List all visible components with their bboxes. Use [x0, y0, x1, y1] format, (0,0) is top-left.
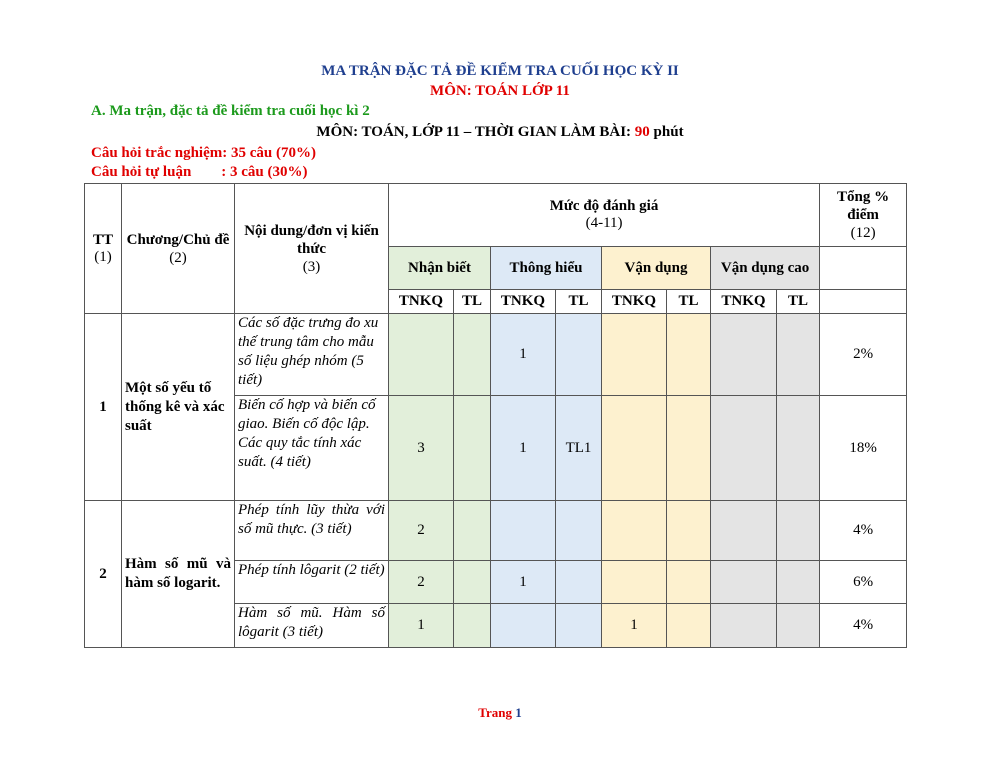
- page-footer: [0, 705, 1000, 721]
- th-tl-cell: [556, 561, 602, 604]
- chapter-header-label: Chương/Chủ đề: [126, 231, 230, 248]
- mcq-count-line: Câu hỏi trắc nghiệm: 35 câu (70%): [91, 145, 316, 161]
- vdc-tl-cell: [777, 561, 820, 604]
- assessment-matrix-table: [84, 183, 907, 648]
- content-header-label: Nội dung/đơn vị kiến thức: [244, 222, 379, 257]
- total-header-blank-2: [820, 290, 907, 314]
- vdc-tl-cell: [777, 396, 820, 501]
- th-tl-cell: [556, 314, 602, 396]
- vdc-tnkq-header: TNKQ: [711, 290, 777, 314]
- th-tnkq-cell: 1: [491, 314, 556, 396]
- tt-header-label: TT: [92, 231, 113, 248]
- vdc-tnkq-cell: [711, 396, 777, 501]
- row-tt: 2: [85, 501, 122, 648]
- table-row: [85, 314, 907, 396]
- vdc-tnkq-cell: [711, 561, 777, 604]
- topic-cell: Hàm số mũ và hàm số logarit.: [122, 501, 235, 648]
- th-tl-cell: [556, 501, 602, 561]
- unit-cell: Biến cố hợp và biến cố giao. Biến cố độc lập. Các quy tắc tính xác suất. (4 tiết): [235, 396, 389, 501]
- nb-tnkq-cell: [389, 314, 454, 396]
- vd-tnkq-cell: [602, 561, 667, 604]
- vdc-tl-cell: [777, 314, 820, 396]
- vd-tl-cell: [667, 396, 711, 501]
- topic-cell: Một số yếu tố thống kê và xác suất: [122, 314, 235, 501]
- vdc-tl-cell: [777, 501, 820, 561]
- nb-tnkq-cell: 1: [389, 604, 454, 648]
- nb-tl-cell: [454, 314, 491, 396]
- nb-tl-cell: [454, 396, 491, 501]
- th-tl-header: TL: [556, 290, 602, 314]
- vdc-tnkq-cell: [711, 501, 777, 561]
- th-tnkq-cell: [491, 604, 556, 648]
- vd-tnkq-cell: [602, 314, 667, 396]
- unit-cell: Hàm số mũ. Hàm số lôgarit (3 tiết): [235, 604, 389, 648]
- unit-cell: Phép tính lôgarit (2 tiết): [235, 561, 389, 604]
- nb-tl-cell: [454, 604, 491, 648]
- vd-tl-header: TL: [667, 290, 711, 314]
- vd-tnkq-cell: [602, 396, 667, 501]
- total-header-num: (12): [850, 225, 876, 241]
- total-header-blank: [820, 247, 907, 290]
- row-tt: 1: [85, 314, 122, 501]
- vd-tl-cell: [667, 314, 711, 396]
- page-number: 1: [515, 705, 522, 720]
- page-label: Trang: [478, 705, 512, 720]
- th-tl-cell: [556, 604, 602, 648]
- essay-count-line: Câu hỏi tự luận : 3 câu (30%): [91, 164, 308, 180]
- th-tl-cell: TL1: [556, 396, 602, 501]
- nb-tl-header: TL: [454, 290, 491, 314]
- percent-cell: 2%: [820, 314, 907, 396]
- exam-line-suffix: phút: [649, 124, 684, 140]
- tt-header-num: (1): [94, 248, 112, 265]
- exam-line-prefix: MÔN: TOÁN, LỚP 11 – THỜI GIAN LÀM BÀI:: [316, 124, 635, 140]
- percent-cell: 4%: [820, 604, 907, 648]
- nb-tnkq-header: TNKQ: [389, 290, 454, 314]
- vd-tnkq-cell: 1: [602, 604, 667, 648]
- apply-high-header: Vận dụng cao: [711, 247, 820, 290]
- unit-cell: Phép tính lũy thừa với số mũ thực. (3 tiết): [235, 501, 389, 561]
- total-header-label: Tổng % điểm: [837, 189, 890, 223]
- doc-title: MA TRẬN ĐẶC TẢ ĐỀ KIỂM TRA CUỐI HỌC KỲ II: [321, 63, 679, 79]
- recognize-header: Nhận biết: [389, 247, 491, 290]
- vdc-tnkq-cell: [711, 604, 777, 648]
- level-header-num: (4-11): [585, 215, 623, 231]
- th-tnkq-header: TNKQ: [491, 290, 556, 314]
- nb-tnkq-cell: 2: [389, 561, 454, 604]
- section-a-heading: A. Ma trận, đặc tả đề kiểm tra cuối học kì 2: [91, 103, 370, 119]
- vd-tnkq-header: TNKQ: [602, 290, 667, 314]
- apply-header: Vận dụng: [602, 247, 711, 290]
- total-header: [820, 184, 907, 247]
- chapter-header: [122, 184, 235, 314]
- nb-tl-cell: [454, 501, 491, 561]
- tt-header: [85, 184, 122, 314]
- vd-tl-cell: [667, 561, 711, 604]
- percent-cell: 4%: [820, 501, 907, 561]
- exam-minutes: 90: [634, 124, 650, 140]
- vd-tl-cell: [667, 604, 711, 648]
- level-header: [389, 184, 820, 247]
- exam-info-line: [0, 124, 1000, 141]
- nb-tnkq-cell: 2: [389, 501, 454, 561]
- th-tnkq-cell: 1: [491, 396, 556, 501]
- vdc-tnkq-cell: [711, 314, 777, 396]
- vdc-tl-header: TL: [777, 290, 820, 314]
- vd-tl-cell: [667, 501, 711, 561]
- percent-cell: 6%: [820, 561, 907, 604]
- th-tnkq-cell: 1: [491, 561, 556, 604]
- th-tnkq-cell: [491, 501, 556, 561]
- table-row: [85, 501, 907, 561]
- content-header: [235, 184, 389, 314]
- percent-cell: 18%: [820, 396, 907, 501]
- unit-cell: Các số đặc trưng đo xu thế trung tâm cho mẫu số liệu ghép nhóm (5 tiết): [235, 314, 389, 396]
- vdc-tl-cell: [777, 604, 820, 648]
- nb-tl-cell: [454, 561, 491, 604]
- level-header-label: Mức độ đánh giá: [549, 198, 659, 214]
- vd-tnkq-cell: [602, 501, 667, 561]
- doc-subject: MÔN: TOÁN LỚP 11: [430, 83, 570, 99]
- header-row-1: [85, 184, 907, 247]
- chapter-header-num: (2): [169, 249, 187, 266]
- content-header-num: (3): [302, 258, 321, 275]
- understand-header: Thông hiểu: [491, 247, 602, 290]
- nb-tnkq-cell: 3: [389, 396, 454, 501]
